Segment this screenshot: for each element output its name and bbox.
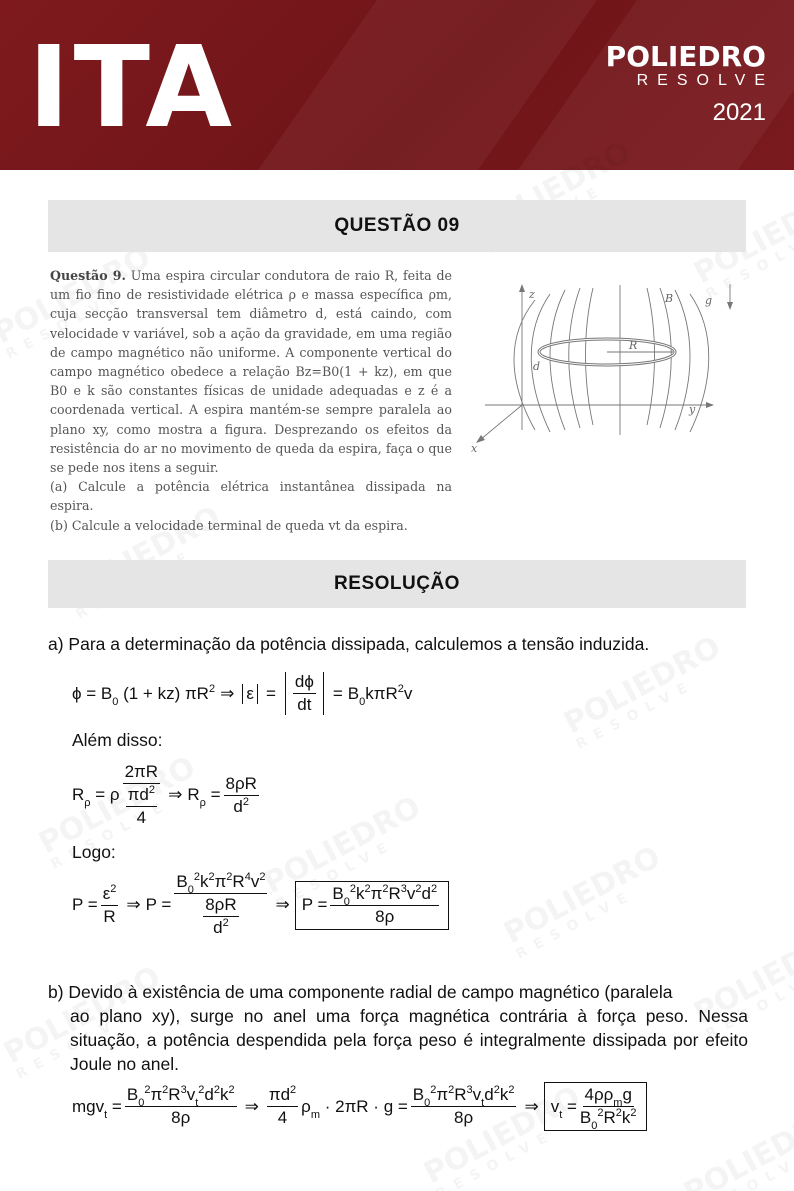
- flux-equation: $\phi = B_0$ (1 + kz) $\pi R^2$ ⇒ ε = $\frac{d\phi}{dt}$ = $B_0k\pi R^2v$: [72, 672, 413, 714]
- brand-name: POLIEDRO: [605, 40, 766, 73]
- axis-y-label: y: [689, 403, 696, 416]
- radius-label: R: [629, 339, 638, 352]
- part-b-line1: b) Devido à existência de uma componente radial de campo magnético (paralela: [48, 982, 673, 1002]
- watermark: [680, 1102, 794, 1191]
- question-label: Questão 9.: [50, 268, 126, 283]
- magnetic-field-figure: [465, 280, 740, 460]
- diameter-label: d: [533, 360, 541, 373]
- alem-label: Além disso:: [72, 730, 163, 750]
- terminal-velocity-equation: mgv$_t$ = $\frac{B_0^2\pi^2R^3v_t^2d^2k^2}{8\rho}$ ⇒ $\frac{\pi d^2}{4}$ $\rho_m \cdot 2\pi R \cdot g$ = $\frac{B_0^2\pi^2R^3v_td^2k^2}{8\rho}$ ⇒ $v_t$ = $\frac{4\rho\rho_mg}{B_0^2R^2k^2}$: [72, 1082, 647, 1131]
- resistance-equation: $R_\rho = \rho$ $\frac{2\pi R}{\frac{\pi d^2}{4}}$ ⇒ $R_\rho$ = $\frac{8\rho R}{d^2}$: [72, 762, 257, 827]
- power-answer-box: P = $\frac{B_0^2k^2\pi^2R^3v^2d^2}{8\rho}$: [295, 881, 449, 930]
- exam-year: 2021: [712, 99, 766, 126]
- part-b-text: [48, 980, 748, 1076]
- question-item-b: (b) Calcule a velocidade terminal de queda vt da espira.: [50, 517, 408, 533]
- question-title: QUESTÃO 09: [48, 200, 746, 252]
- page-header: [0, 0, 794, 170]
- question-item-a: (a) Calcule a potência elétrica instantânea dissipada na espira.: [50, 479, 452, 514]
- question-text: [50, 266, 452, 535]
- part-b-rest: ao plano xy), surge no anel uma força magnética contrária à força peso. Nessa situação, a potência despendida pela força peso é integralmente dissipada por efeito Joule no anel.: [70, 1006, 748, 1074]
- velocity-answer-box: $v_t$ = $\frac{4\rho\rho_mg}{B_0^2R^2k^2}$: [544, 1082, 647, 1131]
- logo-label: Logo:: [72, 842, 116, 862]
- gravity-g-label: g: [705, 294, 713, 307]
- power-equation: P = $\frac{\varepsilon^2}{R}$ ⇒ P = $\frac{B_0^2k^2\pi^2R^4v^2}{\frac{8\rho R}{d^2}}$ ⇒ P = $\frac{B_0^2k^2\pi^2R^3v^2d^2}{8\rho}$: [72, 872, 449, 938]
- question-body: Uma espira circular condutora de raio R, feita de um fio fino de resistividade elétrica ρ e massa específica ρm, cuja secção transversal tem diâmetro d, está caindo, com velocidade v variável, sob a ação da gravidade, em uma região de campo magnético não uniforme. A componente vertical do campo magnético obedece a relação Bz=B0(1 + kz), em que B0 e k são constantes físicas de unidade adequadas e z é a coordenada vertical. A espira mantém-se sempre paralela ao plano xy, como mostra a figura. Desprezando os efeitos da resistência do ar no movimento de queda da espira, faça o que se pede nos itens a seguir.: [50, 268, 452, 476]
- watermark: [500, 842, 672, 961]
- brand-sub: RESOLVE: [636, 72, 774, 89]
- brand-logo: [605, 40, 774, 128]
- axis-x-label: x: [471, 442, 478, 455]
- axis-z-label: z: [529, 288, 535, 301]
- resolution-title: RESOLUÇÃO: [48, 560, 746, 608]
- field-b-label: B: [665, 292, 674, 305]
- exam-logo: ITA: [28, 23, 237, 153]
- part-a-intro: a) Para a determinação da potência dissipada, calculemos a tensão induzida.: [48, 634, 650, 654]
